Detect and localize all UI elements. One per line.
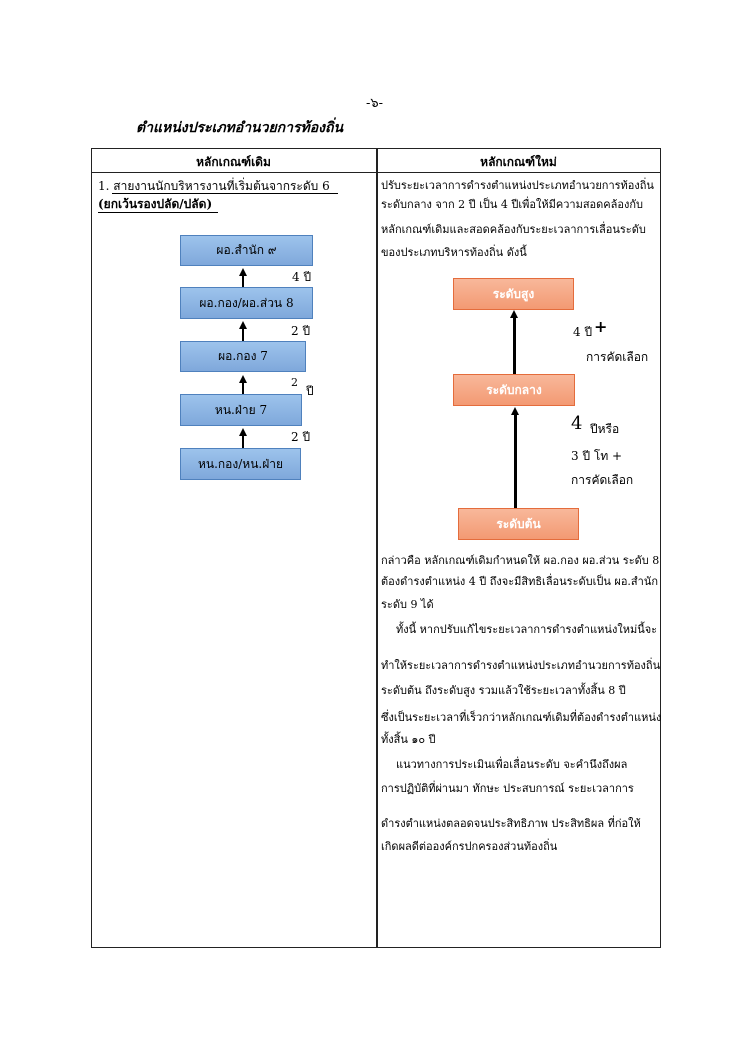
new-intro-line: ปรับระยะเวลาการดำรงตำแหน่งประเภทอำนวยการท้องถิ่น <box>381 179 654 192</box>
paragraph-line: ระดับต้น ถึงระดับสูง รวมแล้วใช้ระยะเวลาทั้งสิ้น 8 ปี <box>381 684 626 697</box>
arrow-stem <box>242 329 244 341</box>
duration-label: 2 ปี <box>291 430 311 444</box>
paragraph-line: แนวทางการประเมินเพื่อเลื่อนระดับ จะคำนึงถึงผล <box>396 758 628 771</box>
old-box-division: ผอ.กอง 7 <box>180 341 306 372</box>
new-intro-line: หลักเกณฑ์เดิมและสอดคล้องกับระยะเวลาการเลื่อนระดับ <box>381 223 646 236</box>
duration-label: ปี <box>306 384 314 398</box>
old-box-division-director: ผอ.กอง/ผอ.ส่วน 8 <box>180 287 313 319</box>
arrow-stem <box>242 436 244 448</box>
arrow-up-icon <box>510 310 518 318</box>
paragraph-line: ทั้งสิ้น ๑๐ ปี <box>381 733 436 746</box>
old-box-head: หน.กอง/หน.ฝ่าย <box>180 448 301 480</box>
old-criteria-line2: (ยกเว้นรองปลัด/ปลัด) <box>98 197 213 211</box>
arrow-up-icon <box>239 375 247 383</box>
column-divider <box>376 148 378 948</box>
arrow-stem <box>242 383 244 394</box>
lower-requirement-selection: การคัดเลือก <box>571 473 634 487</box>
duration-label: 4 ปี <box>292 270 312 284</box>
paragraph-line: ทำให้ระยะเวลาการดำรงตำแหน่งประเภทอำนวยการท้องถิ่น <box>381 659 661 672</box>
old-box-director-office: ผอ.สำนัก ๙ <box>180 235 313 266</box>
duration-label: 2 ปี <box>291 324 311 338</box>
paragraph-line: ระดับ 9 ได้ <box>381 598 434 611</box>
underline <box>112 193 338 194</box>
underline <box>98 212 218 213</box>
level-high-box: ระดับสูง <box>453 278 574 310</box>
col-header-old: หลักเกณฑ์เดิม <box>196 155 271 169</box>
arrow-stem <box>513 318 516 374</box>
old-box-section-head: หน.ฝ่าย 7 <box>180 394 302 426</box>
paragraph-line: กล่าวคือ หลักเกณฑ์เดิมกำหนดให้ ผอ.กอง ผอ.ส่วน ระดับ 8 <box>381 554 660 567</box>
arrow-up-icon <box>239 268 247 276</box>
header-divider <box>91 172 661 173</box>
arrow-up-icon <box>511 407 519 415</box>
new-intro-line: ของประเภทบริหารท้องถิ่น ดังนี้ <box>381 246 527 259</box>
col-header-new: หลักเกณฑ์ใหม่ <box>480 155 557 169</box>
paragraph-line: ทั้งนี้ หากปรับแก้ไขระยะเวลาการดำรงตำแหน่งใหม่นี้จะ <box>396 623 658 636</box>
arrow-up-icon <box>239 428 247 436</box>
page-heading: ตำแหน่งประเภทอำนวยการท้องถิ่น <box>136 120 344 136</box>
upper-requirement-selection: การคัดเลือก <box>586 350 649 364</box>
level-mid-box: ระดับกลาง <box>453 374 575 406</box>
lower-requirement-master: 3 ปี โท + <box>571 449 623 463</box>
paragraph-line: เกิดผลดีต่อองค์กรปกครองส่วนท้องถิ่น <box>381 840 558 853</box>
upper-requirement-years: 4 ปี <box>573 325 593 339</box>
lower-requirement-or: ปีหรือ <box>590 422 620 436</box>
plus-sign: + <box>594 317 608 336</box>
lower-requirement-number: 4 <box>571 413 583 434</box>
paragraph-line: ดำรงตำแหน่งตลอดจนประสิทธิภาพ ประสิทธิผล ที่ก่อให้ <box>381 817 641 830</box>
paragraph-line: การปฏิบัติที่ผ่านมา ทักษะ ประสบการณ์ ระยะเวลาการ <box>381 782 634 795</box>
new-intro-line: ระดับกลาง จาก 2 ปี เป็น 4 ปีเพื่อให้มีความสอดคล้องกับ <box>381 198 644 211</box>
page-number: -๖- <box>365 96 384 111</box>
arrow-stem <box>242 276 244 287</box>
paragraph-line: ซึ่งเป็นระยะเวลาที่เร็วกว่าหลักเกณฑ์เดิมที่ต้องดำรงตำแหน่ง <box>381 711 662 724</box>
arrow-up-icon <box>239 321 247 329</box>
arrow-stem <box>514 415 517 508</box>
paragraph-line: ต้องดำรงตำแหน่ง 4 ปี ถึงจะมีสิทธิเลื่อนระดับเป็น ผอ.สำนัก <box>381 575 659 588</box>
old-criteria-line1: 1. สายงานนักบริหารงานที่เริ่มต้นจากระดับ 6 <box>98 179 330 193</box>
duration-label: 2 <box>291 376 298 389</box>
level-low-box: ระดับต้น <box>458 508 579 540</box>
